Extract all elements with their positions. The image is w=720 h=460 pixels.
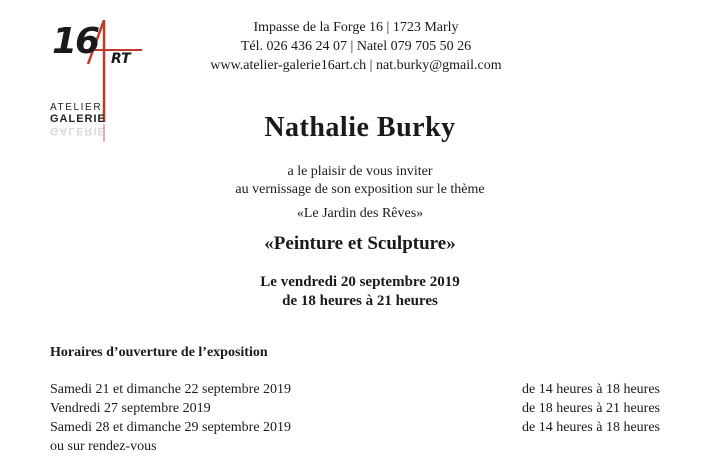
schedule-list [50, 380, 660, 456]
schedule-days: ou sur rendez-vous [50, 439, 157, 454]
contact-web-email[interactable]: www.atelier-galerie16art.ch | nat.burky@gmail.com [210, 58, 502, 73]
opening-hours-title: Horaires d’ouverture de l’exposition [50, 345, 268, 360]
schedule-days: Vendredi 27 septembre 2019 [50, 401, 211, 416]
schedule-row [50, 418, 660, 437]
schedule-days: Samedi 28 et dimanche 29 septembre 2019 [50, 420, 292, 435]
schedule-row [50, 380, 660, 399]
contact-address: Impasse de la Forge 16 | 1723 Marly [253, 20, 459, 35]
logo-number: 16 [52, 21, 99, 62]
schedule-time: de 14 heures à 18 heures [521, 382, 660, 397]
contact-phones: Tél. 026 436 24 07 | Natel 079 705 50 26 [240, 39, 472, 54]
exhibition-subtitle: «Peinture et Sculpture» [264, 233, 456, 254]
schedule-row [50, 437, 660, 456]
opening-date: Le vendredi 20 septembre 2019 [260, 274, 460, 290]
invitation-text [0, 163, 720, 199]
schedule-days: Samedi 21 et dimanche 22 septembre 2019 [50, 382, 292, 397]
logo-reflection: GALERIE [50, 125, 106, 137]
logo-art-suffix: RT [111, 51, 131, 67]
artist-name: Nathalie Burky [264, 112, 456, 143]
logo-word-galerie: GALERIE [50, 113, 106, 125]
schedule-time: de 14 heures à 18 heures [521, 420, 660, 435]
opening-time: de 18 heures à 21 heures [282, 293, 438, 309]
logo-word-atelier: ATELIER [50, 102, 103, 113]
schedule-row [50, 399, 660, 418]
contact-block [196, 18, 516, 75]
exhibition-theme: «Le Jardin des Rêves» [296, 206, 424, 221]
invitation-line-2: au vernissage de son exposition sur le thème [235, 182, 485, 197]
opening-datetime [0, 273, 720, 311]
schedule-time: de 18 heures à 21 heures [521, 401, 660, 416]
invitation-line-1: a le plaisir de vous inviter [287, 164, 433, 179]
